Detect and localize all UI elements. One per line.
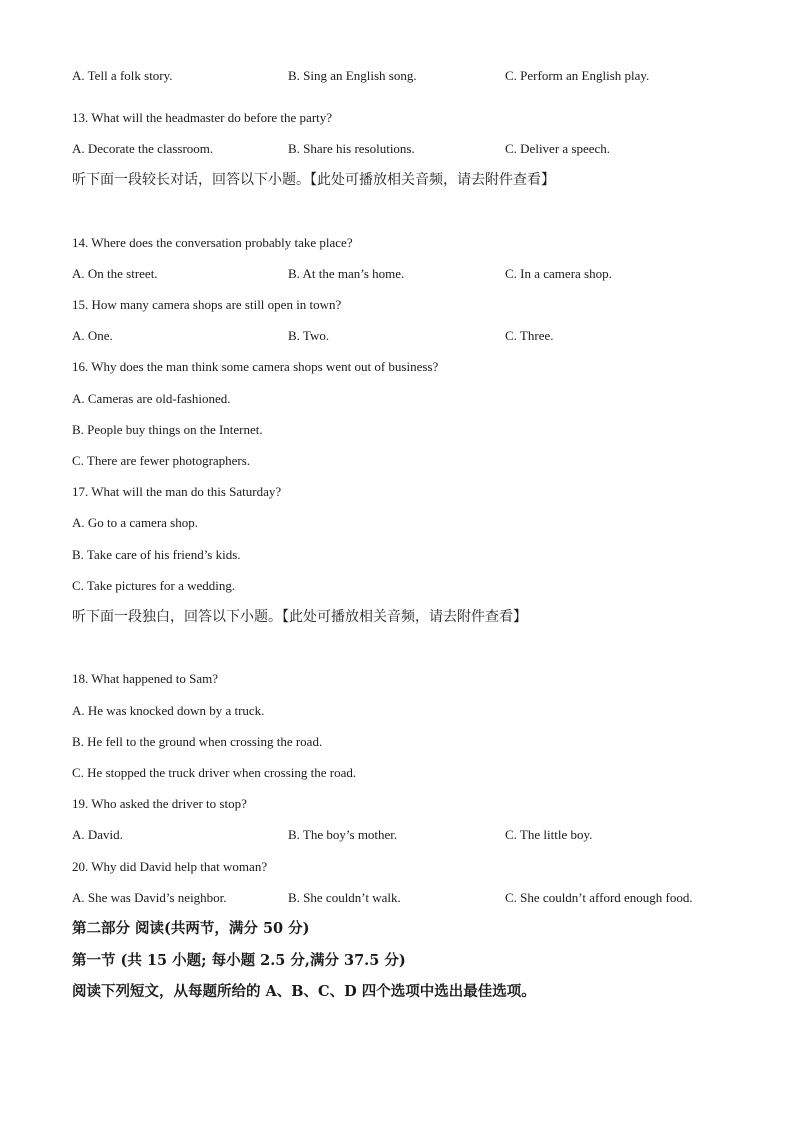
q15-option-b: B. Two. <box>288 328 330 343</box>
q15-options <box>72 328 752 344</box>
q18-option-a: A. He was knocked down by a truck. <box>72 703 265 718</box>
q14-options <box>72 266 752 282</box>
q14-option-c: C. In a camera shop. <box>505 266 612 281</box>
q14-option-a: A. On the street. <box>72 266 158 281</box>
q20-question: 20. Why did David help that woman? <box>72 859 268 874</box>
monologue-instruction: 听下面一段独白，回答以下小题。【此处可播放相关音频，请去附件查看】 <box>72 609 527 625</box>
q12-option-b: B. Sing an English song. <box>288 68 417 83</box>
reading-instruction: 阅读下列短文，从每题所给的 A、B、C、D 四个选项中选出最佳选项。 <box>72 983 536 1000</box>
q20-option-a: A. She was David’s neighbor. <box>72 890 227 905</box>
q12-option-a: A. Tell a folk story. <box>72 68 173 83</box>
q20-options <box>72 890 752 906</box>
q19-options <box>72 827 752 843</box>
q15-option-c: C. Three. <box>505 328 554 343</box>
q13-option-c: C. Deliver a speech. <box>505 141 611 156</box>
q16-option-a: A. Cameras are old-fashioned. <box>72 391 231 406</box>
q18-option-c: C. He stopped the truck driver when crossing the road. <box>72 765 357 780</box>
q15-option-a: A. One. <box>72 328 113 343</box>
q13-option-a: A. Decorate the classroom. <box>72 141 214 156</box>
part2-heading: 第二部分 阅读(共两节，满分 50 分) <box>72 920 310 937</box>
q12-options <box>72 68 752 84</box>
q13-options <box>72 141 752 157</box>
q20-option-c: C. She couldn’t afford enough food. <box>505 890 693 905</box>
q18-question: 18. What happened to Sam? <box>72 671 218 686</box>
q20-option-b: B. She couldn’t walk. <box>288 890 401 905</box>
q19-option-a: A. David. <box>72 827 123 842</box>
q15-question: 15. How many camera shops are still open in town? <box>72 297 342 312</box>
q17-option-b: B. Take care of his friend’s kids. <box>72 547 241 562</box>
q16-option-b: B. People buy things on the Internet. <box>72 422 263 437</box>
q14-option-b: B. At the man’s home. <box>288 266 405 281</box>
q13-question: 13. What will the headmaster do before the party? <box>72 110 333 125</box>
q18-option-b: B. He fell to the ground when crossing the road. <box>72 734 323 749</box>
q17-question: 17. What will the man do this Saturday? <box>72 484 282 499</box>
q17-option-c: C. Take pictures for a wedding. <box>72 578 236 593</box>
q19-option-b: B. The boy’s mother. <box>288 827 398 842</box>
q19-option-c: C. The little boy. <box>505 827 593 842</box>
q16-question: 16. Why does the man think some camera shops went out of business? <box>72 359 439 374</box>
section1-heading: 第一节 (共 15 小题; 每小题 2.5 分,满分 37.5 分) <box>72 952 406 969</box>
q19-question: 19. Who asked the driver to stop? <box>72 796 247 811</box>
q17-option-a: A. Go to a camera shop. <box>72 515 198 530</box>
dialogue-instruction: 听下面一段较长对话，回答以下小题。【此处可播放相关音频，请去附件查看】 <box>72 172 555 188</box>
q16-option-c: C. There are fewer photographers. <box>72 453 251 468</box>
q13-option-b: B. Share his resolutions. <box>288 141 415 156</box>
q14-question: 14. Where does the conversation probably take place? <box>72 235 353 250</box>
q12-option-c: C. Perform an English play. <box>505 68 650 83</box>
